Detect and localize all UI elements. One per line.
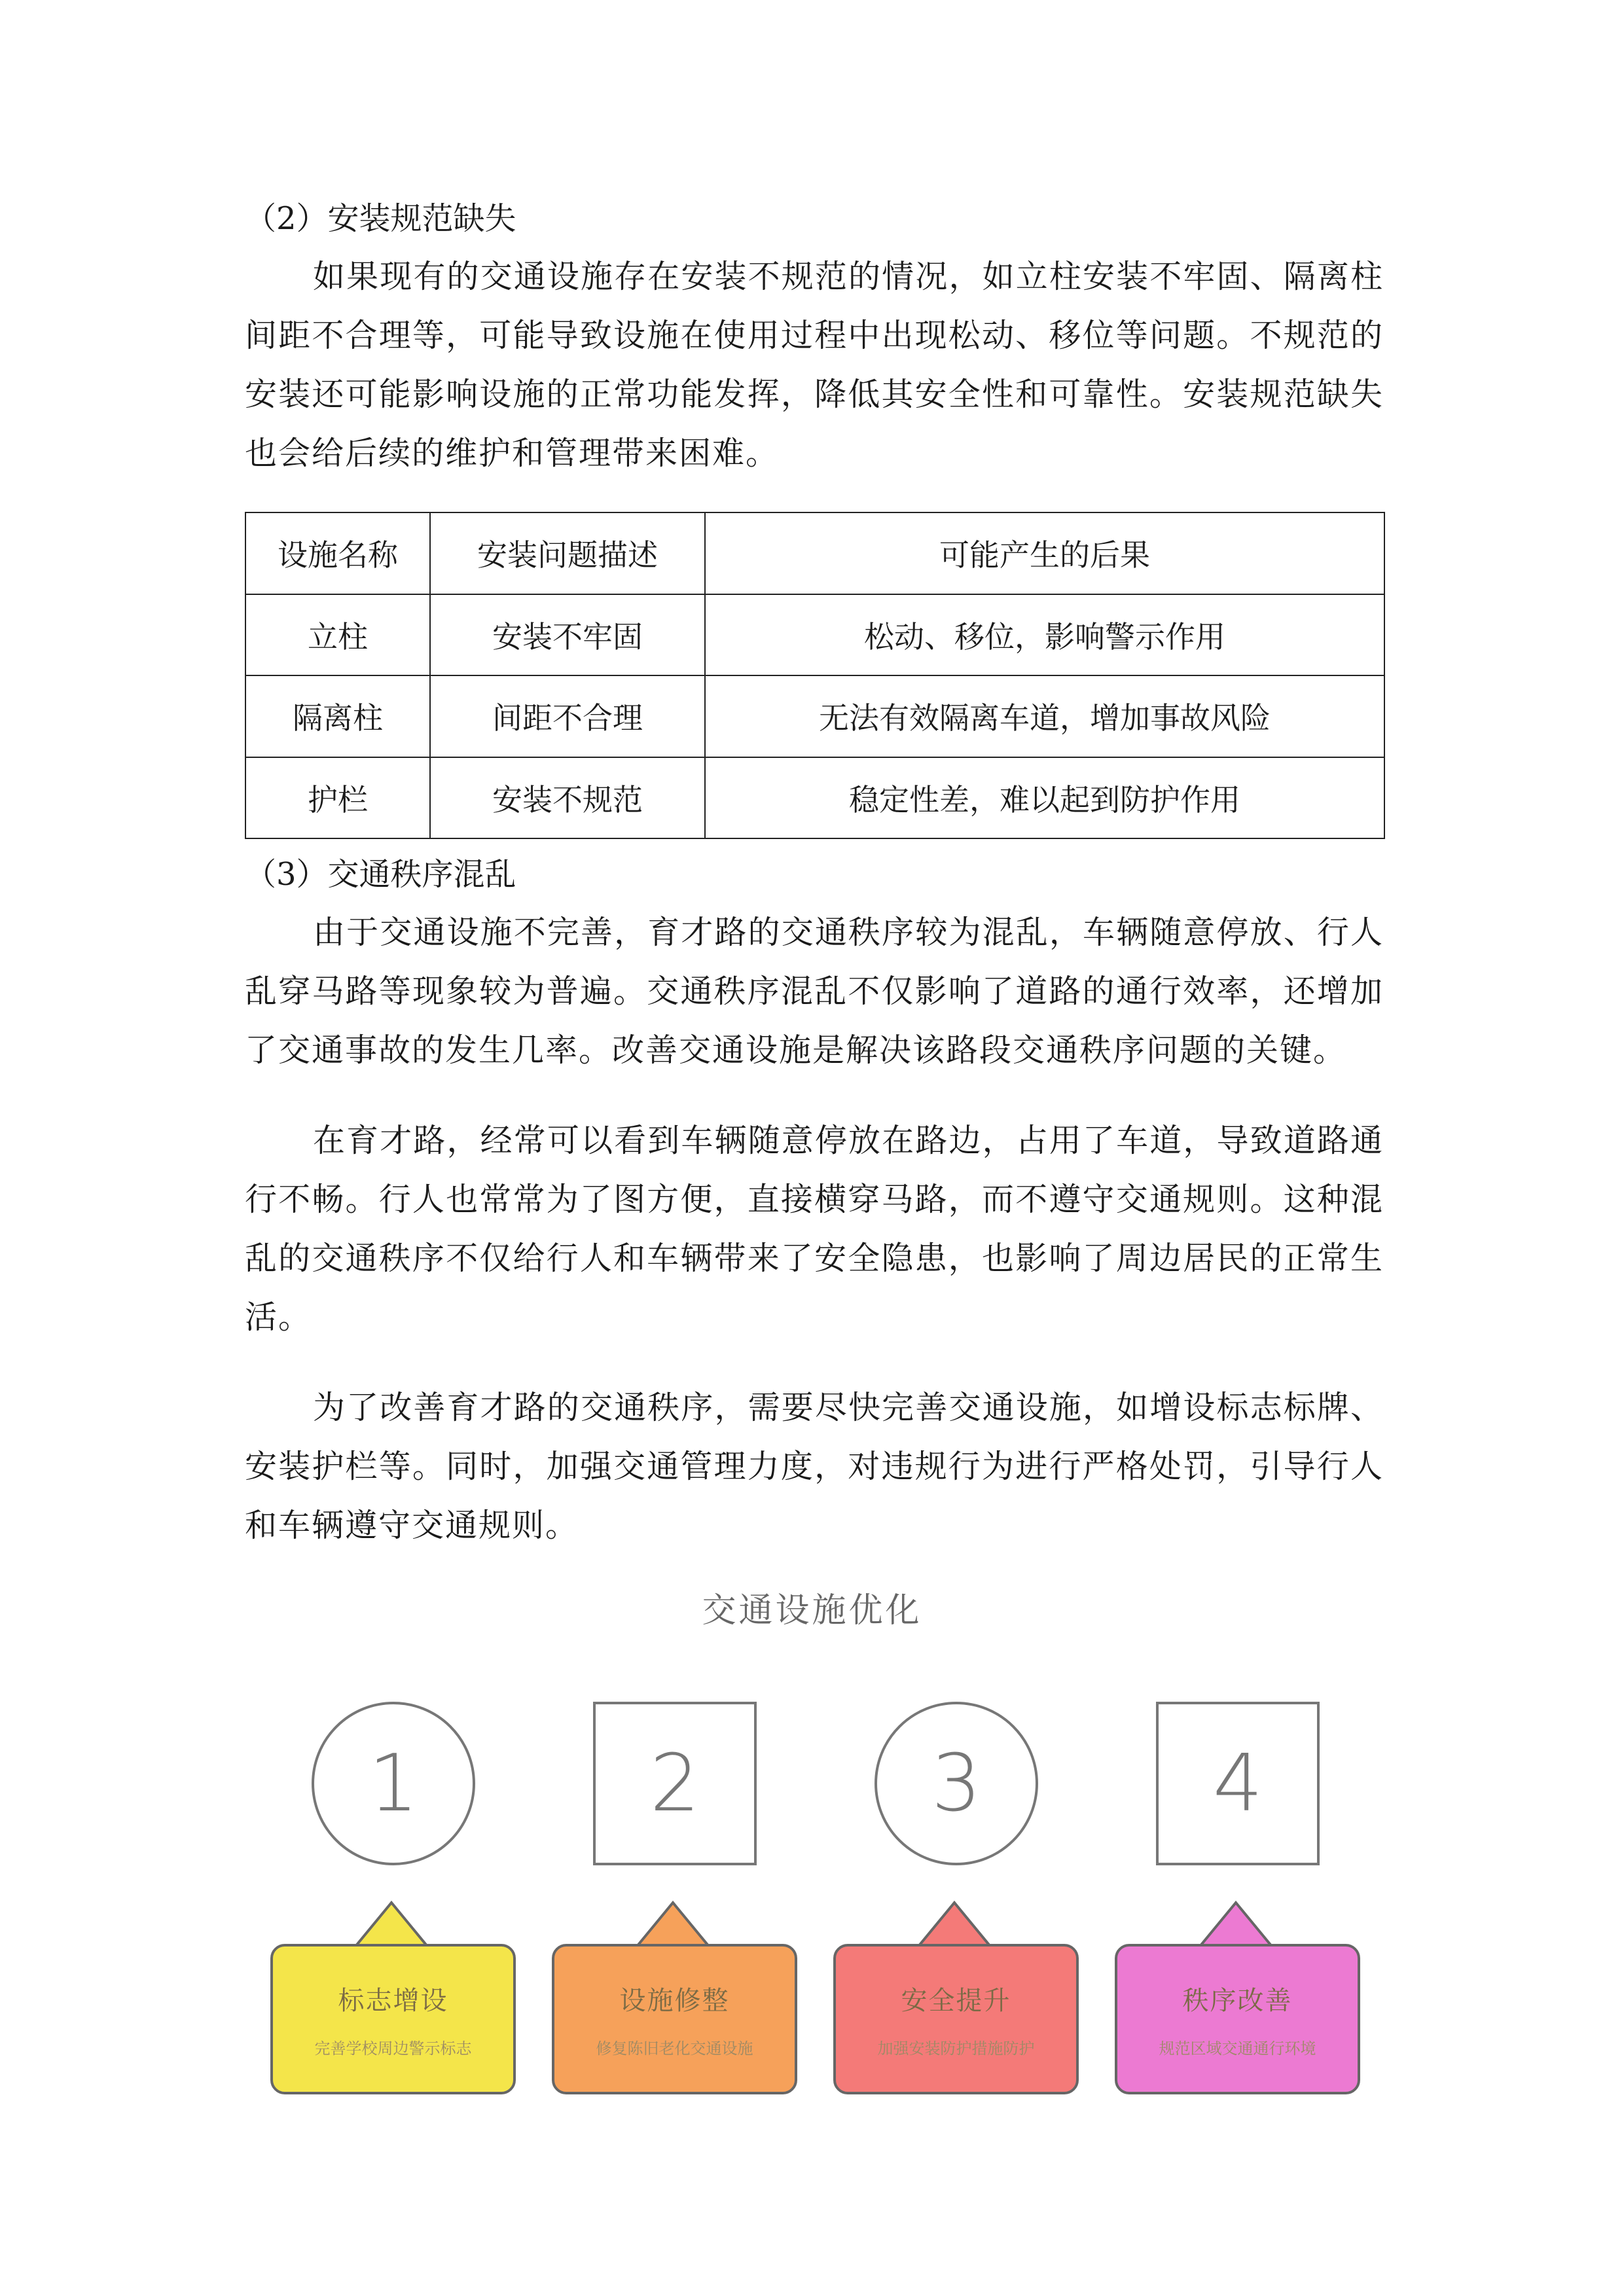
step-2-pointer bbox=[634, 1900, 712, 1947]
section-3-paragraph-2: 在育才路，经常可以看到车辆随意停放在路边，占用了车道，导致道路通行不畅。行人也常常为了图方便，直接横穿马路，而不遵守交通规则。这种混乱的交通秩序不仅给行人和车辆带来了安全隐患，也影响了周边居民的正常生活。 bbox=[245, 1122, 1384, 1336]
table-header-cell: 安装问题描述 bbox=[430, 512, 705, 594]
table-cell: 立柱 bbox=[245, 594, 430, 676]
table-cell: 稳定性差，难以起到防护作用 bbox=[705, 757, 1384, 839]
section-3-paragraph-3: 为了改善育才路的交通秩序，需要尽快完善交通设施，如增设标志标牌、安装护栏等。同时，加强交通管理力度，对违规行为进行严格处罚，引导行人和车辆遵守交通规则。 bbox=[245, 1389, 1384, 1544]
step-4-desc: 规范区域交通通行环境 bbox=[1159, 2039, 1316, 2058]
step-2-card bbox=[552, 1944, 797, 2094]
step-4-card bbox=[1115, 1944, 1360, 2094]
section-3-paragraph-1: 由于交通设施不完善，育才路的交通秩序较为混乱，车辆随意停放、行人乱穿马路等现象较为普遍。交通秩序混乱不仅影响了道路的通行效率，还增加了交通事故的发生几率。改善交通设施是解决该路段交通秩序问题的关键。 bbox=[245, 914, 1384, 1069]
step-3-card bbox=[833, 1944, 1079, 2094]
step-3-pointer bbox=[915, 1900, 994, 1947]
table-header-cell: 设施名称 bbox=[245, 512, 430, 594]
table-cell: 间距不合理 bbox=[430, 675, 705, 757]
step-4-square: 4 bbox=[1156, 1702, 1320, 1865]
table-cell: 护栏 bbox=[245, 757, 430, 839]
table-cell: 松动、移位，影响警示作用 bbox=[705, 594, 1384, 676]
table-cell: 无法有效隔离车道，增加事故风险 bbox=[705, 675, 1384, 757]
step-3-title: 安全提升 bbox=[901, 1986, 1011, 2016]
step-4-title: 秩序改善 bbox=[1182, 1986, 1293, 2016]
step-1-circle: 1 bbox=[312, 1702, 475, 1865]
step-1-card bbox=[270, 1944, 516, 2094]
step-1-desc: 完善学校周边警示标志 bbox=[314, 2039, 472, 2058]
table-cell: 隔离柱 bbox=[245, 675, 430, 757]
table-row bbox=[245, 594, 1384, 676]
table-cell: 安装不规范 bbox=[430, 757, 705, 839]
table-cell: 安装不牢固 bbox=[430, 594, 705, 676]
section-2-heading: （2）安装规范缺失 bbox=[245, 200, 516, 237]
step-3-desc: 加强安装防护措施防护 bbox=[877, 2039, 1035, 2058]
step-1-pointer bbox=[352, 1900, 431, 1947]
step-2-desc: 修复陈旧老化交通设施 bbox=[596, 2039, 753, 2058]
step-4-pointer bbox=[1197, 1900, 1275, 1947]
table-row bbox=[245, 675, 1384, 757]
table-header-cell: 可能产生的后果 bbox=[705, 512, 1384, 594]
section-3-heading: （3）交通秩序混乱 bbox=[245, 856, 516, 893]
step-1-title: 标志增设 bbox=[338, 1986, 448, 2016]
section-2-paragraph: 如果现有的交通设施存在安装不规范的情况，如立柱安装不牢固、隔离柱间距不合理等，可能导致设施在使用过程中出现松动、移位等问题。不规范的安装还可能影响设施的正常功能发挥，降低其安全性和可靠性。安装规范缺失也会给后续的维护和管理带来困难。 bbox=[245, 258, 1384, 472]
installation-issues-table bbox=[245, 512, 1385, 839]
step-3-circle: 3 bbox=[875, 1702, 1038, 1865]
step-2-square: 2 bbox=[593, 1702, 757, 1865]
diagram-title: 交通设施优化 bbox=[702, 1591, 922, 1630]
step-2-title: 设施修整 bbox=[619, 1986, 730, 2016]
table-header-row bbox=[245, 512, 1384, 594]
table-row bbox=[245, 757, 1384, 839]
